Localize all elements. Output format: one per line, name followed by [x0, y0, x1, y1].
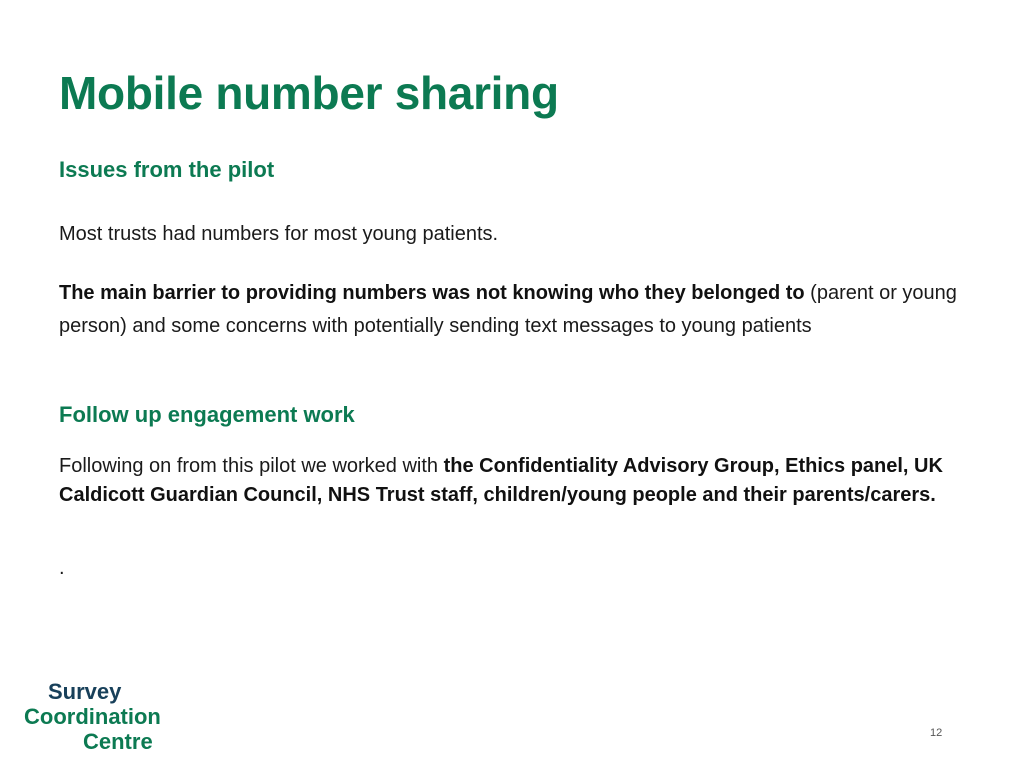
survey-coordination-centre-logo: [24, 680, 194, 756]
barrier-bold-text: The main barrier to providing numbers was not knowing who they belonged to: [59, 282, 805, 304]
logo-line-centre: Centre: [83, 729, 153, 754]
paragraph-numbers: Most trusts had numbers for most young patients.: [59, 223, 499, 245]
engagement-intro-text: Following on from this pilot we worked with: [59, 455, 444, 477]
paragraph-engagement: [59, 452, 969, 510]
section-heading-issues: Issues from the pilot: [59, 157, 275, 182]
page-number: 12: [930, 727, 943, 739]
paragraph-barrier: [59, 277, 979, 342]
slide-title: Mobile number sharing: [59, 67, 559, 119]
trailing-dot: .: [59, 557, 65, 579]
section-heading-engagement: Follow up engagement work: [59, 402, 355, 427]
engagement-bold-text: the Confidentiality Advisory Group, Ethics panel, UK Caldicott Guardian Council, NHS Trust staff, children/young people and their parents/carers.: [59, 455, 943, 506]
logo-line-coordination: Coordination: [24, 704, 161, 729]
barrier-rest-text: (parent or young person) and some concerns with potentially sending text messages to young patients: [59, 282, 957, 337]
logo-line-survey: Survey: [48, 679, 122, 704]
